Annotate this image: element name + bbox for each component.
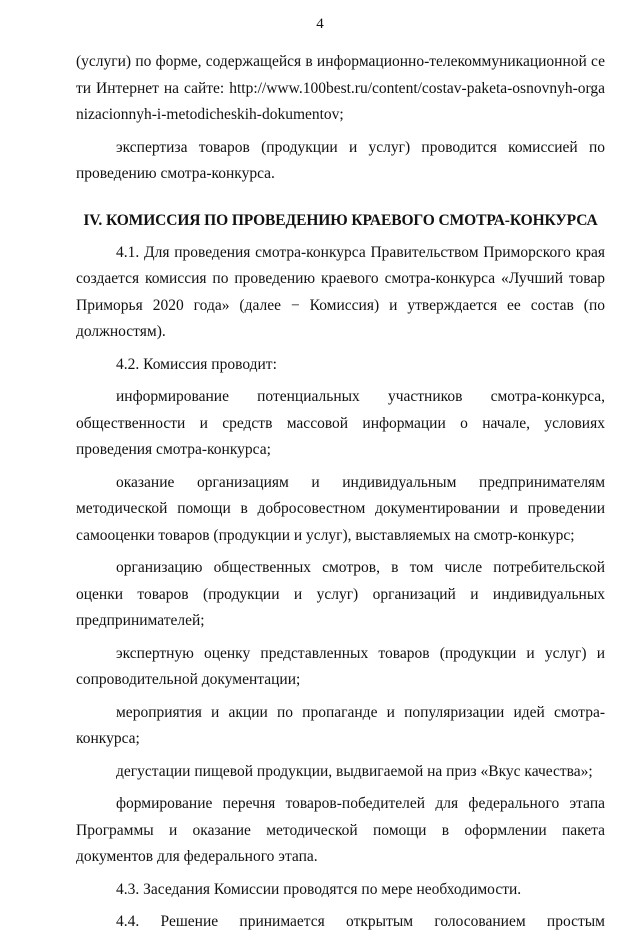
section-heading: IV. КОМИССИЯ ПО ПРОВЕДЕНИЮ КРАЕВОГО СМОТРА-КОНКУРСА (83, 211, 598, 229)
page-number: 4 (316, 16, 324, 32)
list-item-winners-list: формирование перечня товаров-победителей для федерального этапа Программы и оказание методической помощи в оформлении пакета документов для федерального этапа. (76, 795, 605, 865)
paragraph-expertise: экспертиза товаров (продукции и услуг) проводится комиссией по проведению смотра-конкурса. (76, 138, 605, 182)
list-item-public-reviews: организацию общественных смотров, в том числе потребительской оценки товаров (продукции и услуг) организаций и индивидуальных предпринимателей; (76, 559, 605, 629)
paragraph-continuation: (услуги) по форме, содержащейся в информационно-телекоммуникационной сети Интернет на сайте: http://www.100best.ru/content/costav-paketa-osnovnyh-organizacionnyh-i-metodicheskih-dokumentov; (76, 53, 605, 123)
document-body (76, 49, 605, 936)
paragraph-4-2: 4.2. Комиссия проводит: (116, 355, 277, 373)
list-item-informing: информирование потенциальных участников смотра-конкурса, общественности и средств массовой информации о начале, условиях проведения смотра-конкурса; (76, 388, 605, 458)
list-item-promotion: мероприятия и акции по пропаганде и популяризации идей смотра-конкурса; (76, 703, 605, 747)
paragraph-4-1: 4.1. Для проведения смотра-конкурса Правительством Приморского края создается комиссия по проведению краевого смотра-конкурса «Лучший товар Приморья 2020 года» (далее − Комиссия) и утверждается ее состав (по должностям). (76, 243, 605, 340)
list-item-methodical-help: оказание организациям и индивидуальным предпринимателям методической помощи в добросовестном документировании и проведении самооценки товаров (продукции и услуг), выставляемых на смотр-конкурс; (76, 473, 605, 544)
list-item-tasting: дегустации пищевой продукции, выдвигаемой на приз «Вкус качества»; (116, 762, 593, 780)
list-item-expert-evaluation: экспертную оценку представленных товаров (продукции и услуг) и сопроводительной документации; (76, 644, 605, 688)
paragraph-4-3: 4.3. Заседания Комиссии проводятся по мере необходимости. (116, 880, 522, 898)
paragraph-4-4: 4.4. Решение принимается открытым голосованием простым (116, 913, 605, 930)
